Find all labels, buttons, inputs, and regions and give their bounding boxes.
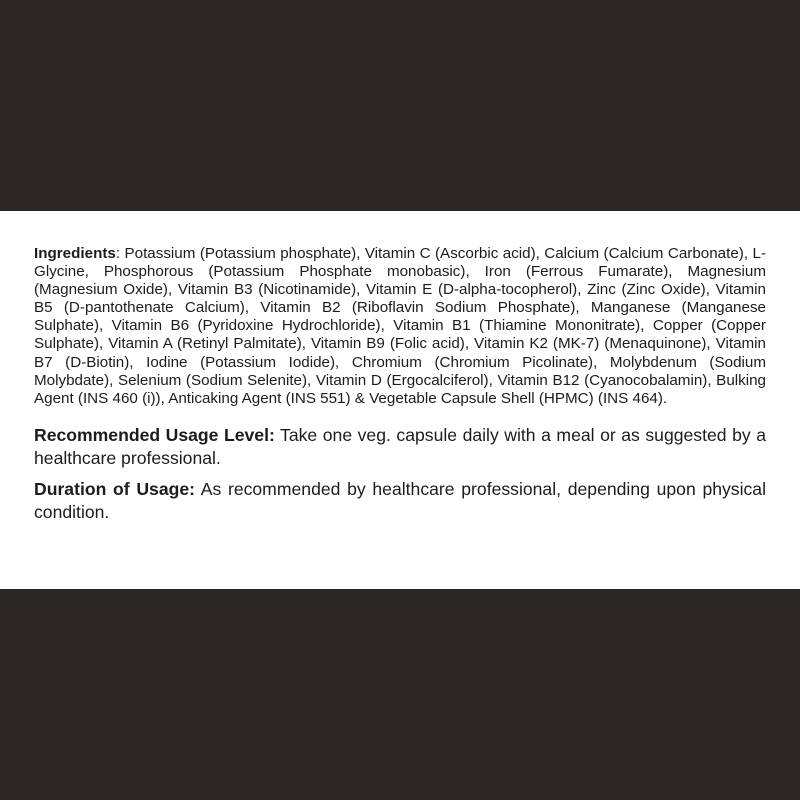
duration-label: Duration of Usage: xyxy=(34,478,195,499)
usage-paragraph xyxy=(34,424,766,470)
usage-text: Take one veg. capsule daily with a meal or as suggested by a healthcare professional. xyxy=(34,424,766,468)
label-panel xyxy=(0,211,800,589)
duration-paragraph xyxy=(34,478,766,524)
ingredients-label: Ingredients xyxy=(34,245,116,262)
duration-text: As recommended by healthcare professional, depending upon physical condition. xyxy=(34,478,767,522)
ingredients-text: : Potassium (Potassium phosphate), Vitamin C (Ascorbic acid), Calcium (Calcium Carbonate), L-Glycine, Phosphorous (Potassium Phosphate monobasic), Iron (Ferrous Fumarate), Magnesium (Magnesium Oxide), Vitamin B3 (Nicotinamide), Vitamin E (D-alpha-tocopherol), Zinc (Zinc Oxide), Vitamin B5 (D-pantothenate Calcium), Vitamin B2 (Riboflavin Sodium Phosphate), Manganese (Manganese Sulphate), Vitamin B6 (Pyridoxine Hydrochloride), Vitamin B1 (Thiamine Mononitrate), Copper (Copper Sulphate), Vitamin A (Retinyl Palmitate), Vitamin B9 (Folic acid), Vitamin K2 (MK-7) (Menaquinone), Vitamin B7 (D-Biotin), Iodine (Potassium Iodide), Chromium (Chromium Picolinate), Molybdenum (Sodium Molybdate), Selenium (Sodium Selenite), Vitamin D (Ergocalciferol), Vitamin B12 (Cyanocobalamin), Bulking Agent (INS 460 (i)), Anticaking Agent (INS 551) & Vegetable Capsule Shell (HPMC) (INS 464). xyxy=(34,245,766,407)
ingredients-paragraph xyxy=(34,245,766,408)
usage-label: Recommended Usage Level: xyxy=(34,424,275,445)
